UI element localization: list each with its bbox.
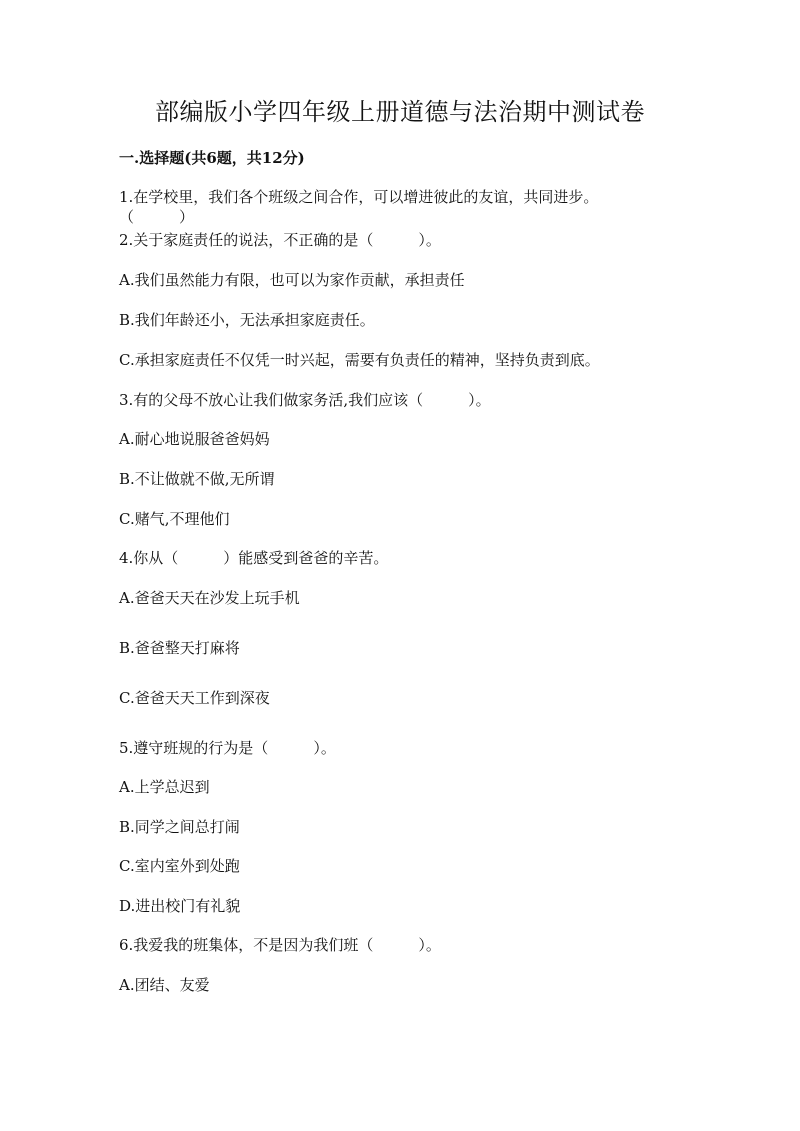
question-5-option-b: B.同学之间总打闹 [119, 818, 240, 836]
question-6-stem: 6.我爱我的班集体，不是因为我们班（ ）。 [119, 936, 441, 954]
question-5-stem: 5.遵守班规的行为是（ ）。 [119, 739, 336, 757]
question-6-option-a: A.团结、友爱 [119, 976, 210, 994]
question-3-option-c: C.赌气,不理他们 [119, 510, 230, 528]
question-4-option-c: C.爸爸天天工作到深夜 [119, 689, 270, 707]
question-3-stem: 3.有的父母不放心让我们做家务活,我们应该（ ）。 [119, 391, 491, 409]
question-5-option-d: D.进出校门有礼貌 [119, 897, 241, 915]
question-5-option-a: A.上学总迟到 [119, 778, 210, 796]
question-4-option-a: A.爸爸天天在沙发上玩手机 [119, 589, 300, 607]
question-1-stem: 1.在学校里，我们各个班级之间合作，可以增进彼此的友谊，共同进步。 [119, 188, 599, 206]
question-4-option-b: B.爸爸整天打麻将 [119, 639, 240, 657]
question-2-option-b: B.我们年龄还小，无法承担家庭责任。 [119, 311, 375, 329]
question-1-answer-blank: （ ） [119, 208, 195, 226]
question-2-option-c: C.承担家庭责任不仅凭一时兴起，需要有负责任的精神，坚持负责到底。 [119, 351, 600, 369]
question-4-stem: 4.你从（ ）能感受到爸爸的辛苦。 [119, 549, 389, 567]
question-5-option-c: C.室内室外到处跑 [119, 857, 240, 875]
question-3-option-a: A.耐心地说服爸爸妈妈 [119, 430, 270, 448]
exam-title: 部编版小学四年级上册道德与法治期中测试卷 [155, 98, 645, 126]
question-2-option-a: A.我们虽然能力有限，也可以为家作贡献，承担责任 [119, 271, 465, 289]
section-heading-multiple-choice: 一.选择题(共6题，共12分) [119, 149, 305, 167]
question-3-option-b: B.不让做就不做,无所谓 [119, 470, 275, 488]
question-2-stem: 2.关于家庭责任的说法，不正确的是（ ）。 [119, 231, 441, 249]
